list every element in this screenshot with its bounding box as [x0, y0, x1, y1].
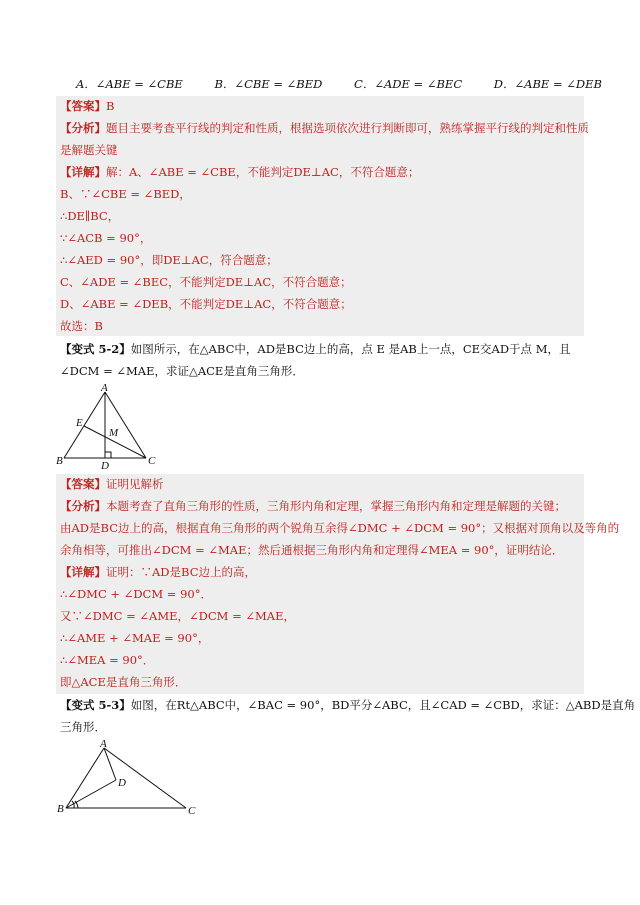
q1-detail-line7: D、∠ABE = ∠DEB，不能判定DE⊥AC，不符合题意； — [60, 297, 352, 311]
q1-detail-line4: ∵∠ACB = 90°， — [60, 231, 152, 245]
q2-statement-line2: ∠DCM = ∠MAE，求证△ACE是直角三角形． — [60, 364, 304, 378]
q1-detail-line5: ∴∠AED = 90°，即DE⊥AC，符合题意； — [60, 253, 278, 267]
q3-statement-line2: 三角形． — [60, 720, 106, 734]
q3-triangle-figure — [54, 738, 204, 823]
q1-analysis-line2: 是解题关键 — [60, 143, 118, 157]
q3-label-a: A — [100, 738, 107, 750]
q1-answer: 【答案】B — [60, 99, 115, 113]
q2-label-d: D — [101, 460, 109, 472]
option-a: A．∠ABE = ∠CBE — [76, 77, 183, 91]
q3-label-c: C — [188, 805, 196, 817]
q3-side-ab — [66, 748, 104, 808]
q3-side-ac — [104, 748, 186, 808]
q2-statement-line1: 【变式 5-2】如图所示，在△ABC中，AD是BC边上的高，点 E 是AB上一点，CE交AD于点 M，且 — [60, 342, 571, 356]
q2-detail-line3: 又∵∠DMC = ∠AME，∠DCM = ∠MAE， — [60, 609, 295, 623]
q2-detail-line6: 即△ACE是直角三角形． — [60, 675, 187, 689]
q2-triangle-figure — [54, 384, 164, 474]
q2-detail-line1: 【详解】证明：∵AD是BC边上的高， — [60, 565, 256, 579]
option-c: C．∠ADE = ∠BEC — [354, 77, 463, 91]
q1-detail-line1: 【详解】解：A、∠ABE = ∠CBE，不能判定DE⊥AC，不符合题意； — [60, 165, 420, 179]
q2-label-a: A — [101, 384, 108, 394]
q2-detail-line5: ∴∠MEA = 90°． — [60, 653, 155, 667]
q1-detail-line8: 故选：B — [60, 319, 103, 333]
q2-analysis-line1: 【分析】本题考查了直角三角形的性质，三角形内角和定理，掌握三角形内角和定理是解题的关键； — [60, 499, 566, 513]
q3-label-b: B — [57, 803, 64, 815]
q2-label-b: B — [56, 455, 63, 467]
q2-right-angle-mark — [105, 452, 111, 458]
q2-answer: 【答案】证明见解析 — [60, 477, 164, 491]
q2-label-c: C — [148, 455, 156, 467]
q1-analysis-line1: 【分析】题目主要考查平行线的判定和性质，根据选项依次进行判断即可，熟练掌握平行线的判定和性质 — [60, 121, 589, 135]
q1-detail-line3: ∴DE∥BC， — [60, 209, 120, 223]
q2-label-e: E — [76, 417, 83, 429]
options-row — [76, 76, 630, 92]
option-d: D．∠ABE = ∠DEB — [493, 77, 602, 91]
q2-label-m: M — [109, 427, 119, 439]
q1-detail-line2: B、∵∠CBE = ∠BED， — [60, 187, 191, 201]
q2-analysis-line2: 由AD是BC边上的高，根据直角三角形的两个锐角互余得∠DMC + ∠DCM = 90°；又根据对顶角以及等角的 — [60, 521, 620, 535]
q1-detail-line6: C、∠ADE = ∠BEC，不能判定DE⊥AC，不符合题意； — [60, 275, 352, 289]
q3-label-d: D — [118, 777, 126, 789]
option-b: B．∠CBE = ∠BED — [214, 77, 323, 91]
q3-statement-line1: 【变式 5-3】如图，在Rt△ABC中，∠BAC = 90°，BD平分∠ABC，且∠CAD = ∠CBD，求证：△ABD是直角 — [60, 698, 636, 712]
q2-side-ab — [64, 392, 105, 458]
q2-analysis-line3: 余角相等，可推出∠DCM = ∠MAE；然后通根据三角形内角和定理得∠MEA = 90°，证明结论． — [60, 543, 564, 557]
q2-detail-line4: ∴∠AME + ∠MAE = 90°， — [60, 631, 210, 645]
q2-detail-line2: ∴∠DMC + ∠DCM = 90°． — [60, 587, 212, 601]
q2-side-ac — [105, 392, 146, 458]
